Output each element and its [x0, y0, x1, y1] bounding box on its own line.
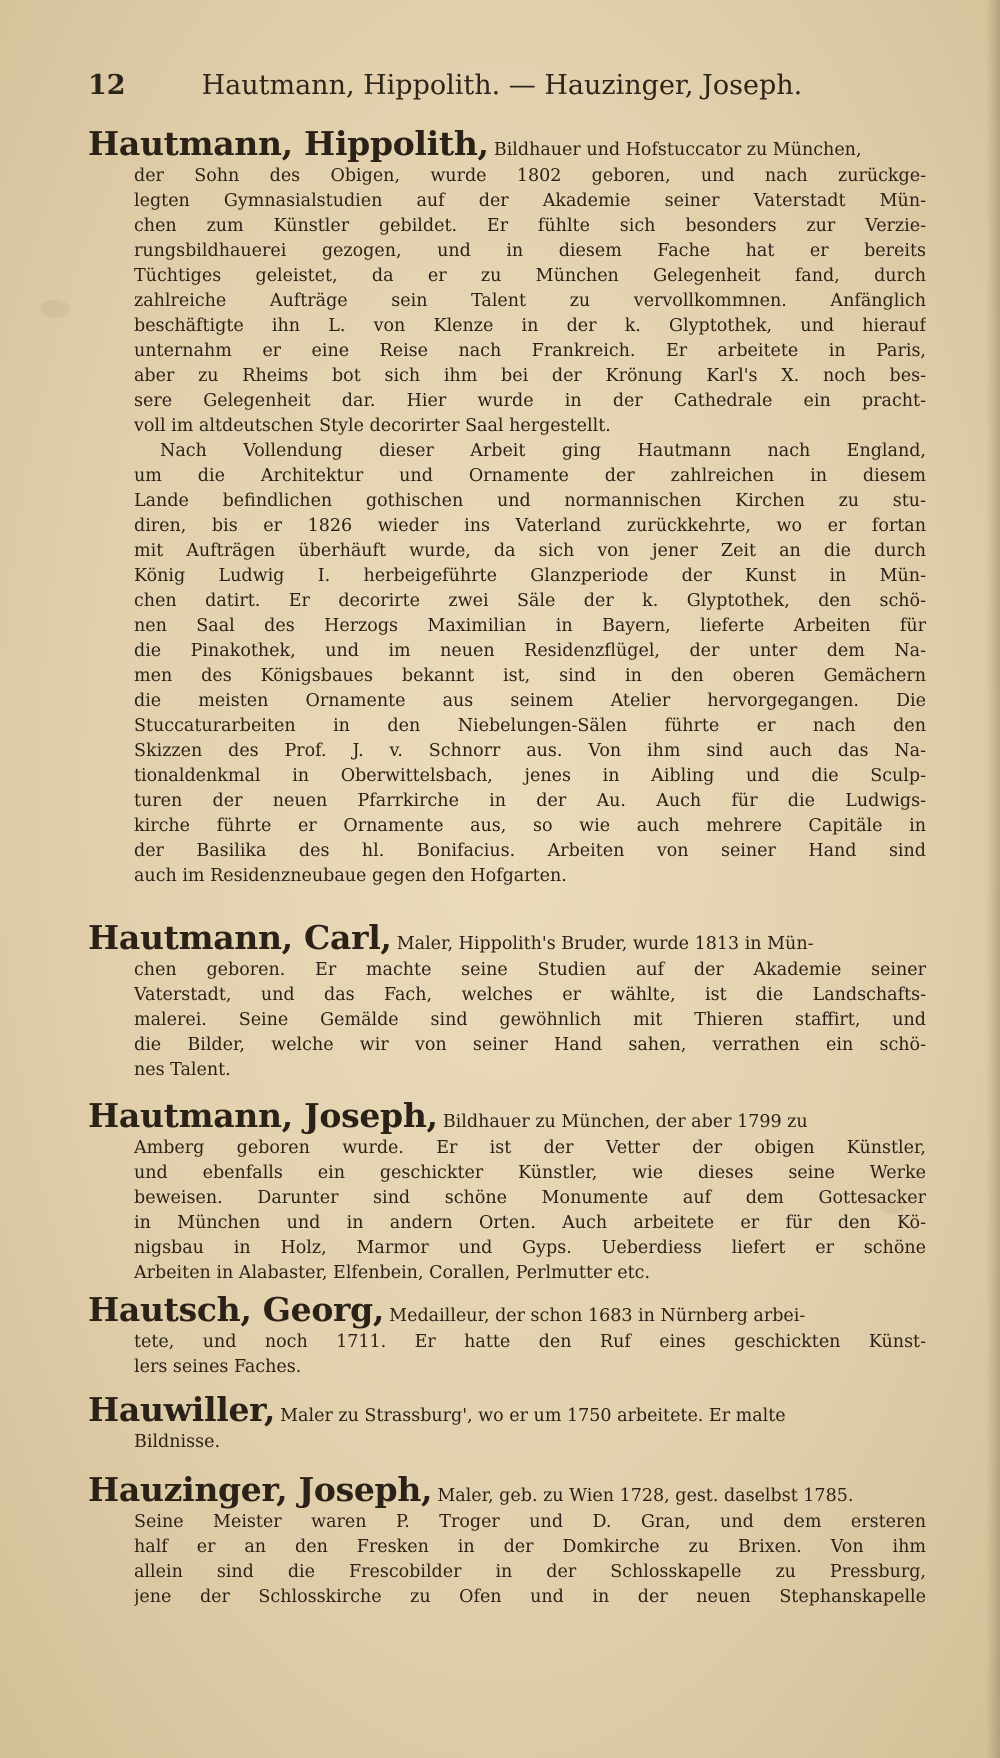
entry-line: auch im Residenzneubaue gegen den Hofgarten.: [134, 866, 567, 886]
entry-line: Medailleur, der schon 1683 in Nürnberg arbei-: [389, 1306, 806, 1326]
entry-hauwiller: [88, 1390, 926, 1455]
entry-line: Bildhauer zu München, der aber 1799 zu: [442, 1112, 808, 1132]
paper-stain: [40, 300, 70, 318]
entry-line: half er an den Fresken in der Domkirche zu Brixen. Von ihm: [134, 1537, 926, 1557]
entry-line: legten Gymnasialstudien auf der Akademie seiner Vaterstadt Mün-: [134, 191, 926, 211]
entry-line: und ebenfalls ein geschickter Künstler, wie dieses seine Werke: [134, 1163, 926, 1183]
entry-line: mit Aufträgen überhäuft wurde, da sich von jener Zeit an die durch: [134, 541, 926, 561]
page-number: 12: [88, 70, 126, 101]
entry-line: nigsbau in Holz, Marmor und Gyps. Ueberdiess liefert er schöne: [134, 1238, 926, 1258]
entry-hauzinger-joseph: [88, 1470, 926, 1610]
entry-first-line: [88, 124, 926, 164]
entry-line: der Basilika des hl. Bonifacius. Arbeiten von seiner Hand sind: [134, 841, 926, 861]
entry-line: Bildnisse.: [134, 1432, 221, 1452]
entry-line: Maler, Hippolith's Bruder, wurde 1813 in Mün-: [396, 934, 814, 954]
entry-line: Vaterstadt, und das Fach, welches er wählte, ist die Landschafts-: [134, 985, 926, 1005]
entry-line: nen Saal des Herzogs Maximilian in Bayern, lieferte Arbeiten für: [134, 616, 926, 636]
entry-line: chen zum Künstler gebildet. Er fühlte sich besonders zur Verzie-: [134, 216, 926, 236]
entry-line: Stuccaturarbeiten in den Niebelungen-Sälen führte er nach den: [134, 716, 926, 736]
entry-line: tete, und noch 1711. Er hatte den Ruf eines geschickten Künst-: [134, 1332, 926, 1352]
entry-first-line: [88, 918, 926, 958]
entry-line: rungsbildhauerei gezogen, und in diesem Fache hat er bereits: [134, 241, 926, 261]
entry-hautmann-joseph: [88, 1096, 926, 1286]
entry-line: voll im altdeutschen Style decorirter Saal hergestellt.: [134, 416, 611, 436]
entry-line: unternahm er eine Reise nach Frankreich. Er arbeitete in Paris,: [134, 341, 926, 361]
entry-hautmann-hippolith: [88, 124, 926, 889]
entry-line: die meisten Ornamente aus seinem Atelier hervorgegangen. Die: [134, 691, 926, 711]
running-head: Hautmann, Hippolith. — Hauzinger, Joseph.: [201, 70, 803, 101]
entry-line: Maler zu Strassburg', wo er um 1750 arbeitete. Er malte: [280, 1406, 786, 1426]
entry-line: sere Gelegenheit dar. Hier wurde in der Cathedrale ein pracht-: [134, 391, 926, 411]
entry-line: chen geboren. Er machte seine Studien auf der Akademie seiner: [134, 960, 926, 980]
entry-line: König Ludwig I. herbeigeführte Glanzperiode der Kunst in Mün-: [134, 566, 926, 586]
entry-line: nes Talent.: [134, 1060, 231, 1080]
entry-line: jene der Schlosskirche zu Ofen und in der neuen Stephanskapelle: [134, 1587, 926, 1607]
entry-line: men des Königsbaues bekannt ist, sind in den oberen Gemächern: [134, 666, 926, 686]
entry-name: Hautmann, Hippolith,: [88, 124, 489, 163]
entry-first-line: [88, 1390, 926, 1430]
entry-line: Tüchtiges geleistet, da er zu München Gelegenheit fand, durch: [134, 266, 926, 286]
entry-line: Nach Vollendung dieser Arbeit ging Hautmann nach England,: [160, 441, 926, 461]
entry-name: Hautsch, Georg,: [88, 1290, 385, 1329]
entry-hautsch-georg: [88, 1290, 926, 1380]
entry-line: lers seines Faches.: [134, 1357, 302, 1377]
entry-line: Amberg geboren wurde. Er ist der Vetter der obigen Künstler,: [134, 1138, 926, 1158]
entry-line: malerei. Seine Gemälde sind gewöhnlich mit Thieren staffirt, und: [134, 1010, 926, 1030]
entry-line: in München und in andern Orten. Auch arbeitete er für den Kö-: [134, 1213, 926, 1233]
entry-name: Hauwiller,: [88, 1390, 276, 1429]
entry-line: zahlreiche Aufträge sein Talent zu vervollkommnen. Anfänglich: [134, 291, 926, 311]
entry-line: die Bilder, welche wir von seiner Hand sahen, verrathen ein schö-: [134, 1035, 926, 1055]
entry-line: Lande befindlichen gothischen und normannischen Kirchen zu stu-: [134, 491, 926, 511]
entry-name: Hauzinger, Joseph,: [88, 1470, 433, 1509]
page-edge-shadow: [986, 0, 1000, 1758]
entry-line: der Sohn des Obigen, wurde 1802 geboren, und nach zurückge-: [134, 166, 926, 186]
page-header: [88, 70, 948, 110]
entry-line: allein sind die Frescobilder in der Schlosskapelle zu Pressburg,: [134, 1562, 926, 1582]
entry-line: turen der neuen Pfarrkirche in der Au. Auch für die Ludwigs-: [134, 791, 926, 811]
entry-line: tionaldenkmal in Oberwittelsbach, jenes in Aibling und die Sculp-: [134, 766, 926, 786]
entry-first-line: [88, 1470, 926, 1510]
entry-first-line: [88, 1290, 926, 1330]
entry-name: Hautmann, Joseph,: [88, 1096, 438, 1135]
entry-line: um die Architektur und Ornamente der zahlreichen in diesem: [134, 466, 926, 486]
entry-line: Bildhauer und Hofstuccator zu München,: [493, 140, 862, 160]
entry-line: beschäftigte ihn L. von Klenze in der k. Glyptothek, und hierauf: [134, 316, 926, 336]
entry-line: chen datirt. Er decorirte zwei Säle der k. Glyptothek, den schö-: [134, 591, 926, 611]
entry-line: aber zu Rheims bot sich ihm bei der Krönung Karl's X. noch bes-: [134, 366, 926, 386]
entry-line: die Pinakothek, und im neuen Residenzflügel, der unter dem Na-: [134, 641, 926, 661]
entry-line: diren, bis er 1826 wieder ins Vaterland zurückkehrte, wo er fortan: [134, 516, 926, 536]
entry-line: Maler, geb. zu Wien 1728, gest. daselbst 1785.: [437, 1486, 854, 1506]
entry-line: kirche führte er Ornamente aus, so wie auch mehrere Capitäle in: [134, 816, 926, 836]
entry-hautmann-carl: [88, 918, 926, 1083]
entry-line: Seine Meister waren P. Troger und D. Gran, und dem ersteren: [134, 1512, 926, 1532]
entry-line: beweisen. Darunter sind schöne Monumente auf dem Gottesacker: [134, 1188, 926, 1208]
entry-line: Arbeiten in Alabaster, Elfenbein, Corallen, Perlmutter etc.: [134, 1263, 651, 1283]
entry-line: Skizzen des Prof. J. v. Schnorr aus. Von ihm sind auch das Na-: [134, 741, 926, 761]
entry-first-line: [88, 1096, 926, 1136]
entry-name: Hautmann, Carl,: [88, 918, 392, 957]
